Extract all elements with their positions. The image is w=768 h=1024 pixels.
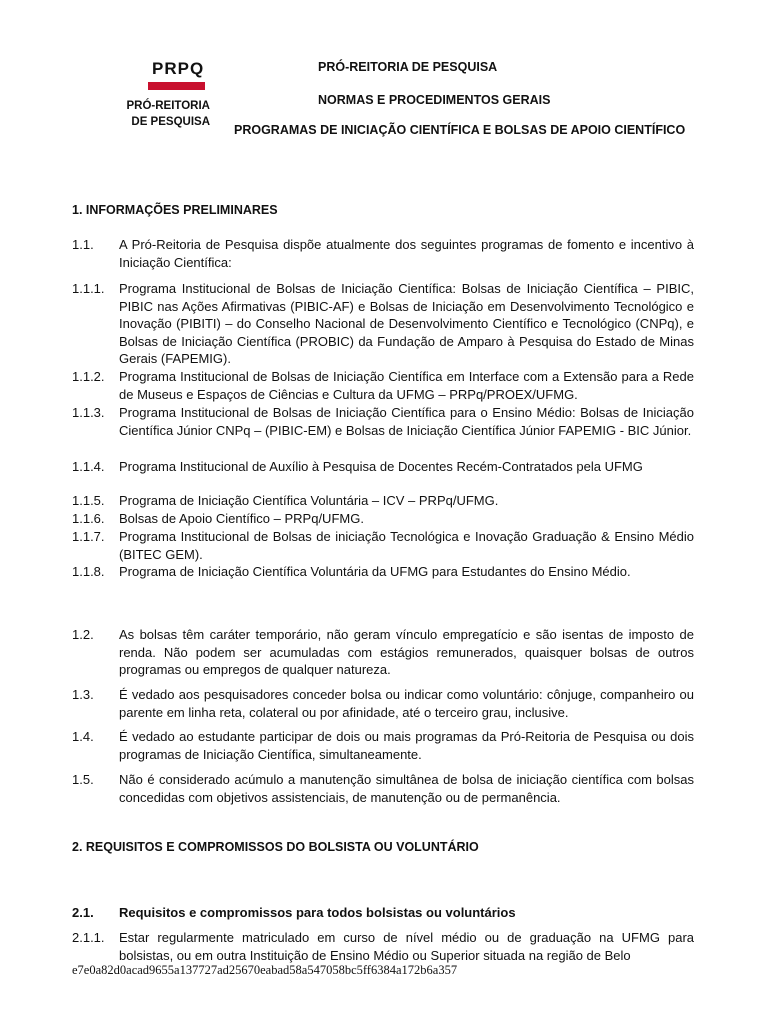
paragraph-1-1: [72, 236, 694, 271]
list-item-text: Programa Institucional de Bolsas de iniciação Tecnológica e Inovação Graduação & Ensino Médio (BITEC GEM).: [119, 529, 694, 562]
paragraph-2-1-1: [72, 929, 694, 964]
paragraph-1-4: [72, 728, 694, 763]
list-item-text: Programa de Iniciação Científica Voluntária – ICV – PRPq/UFMG.: [119, 493, 499, 508]
paragraph-number: 2.1.1.: [72, 930, 105, 945]
list-item-number: 1.1.3.: [72, 405, 105, 420]
paragraph-1-3: [72, 686, 694, 721]
subsection-number: 2.1.: [72, 905, 94, 920]
paragraph-number: 1.1.: [72, 237, 94, 252]
list-item-number: 1.1.1.: [72, 281, 105, 296]
header-line-1: PRÓ-REITORIA DE PESQUISA: [318, 60, 498, 74]
paragraph-text: As bolsas têm caráter temporário, não geram vínculo empregatício e são isentas de imposto de renda. Não podem ser acumuladas com estágios remunerados, quaisquer bolsas de outros programas ou empregos de qualquer natureza.: [119, 627, 694, 678]
paragraph-text: Não é considerado acúmulo a manutenção simultânea de bolsa de iniciação científica com bolsas concedidas com objetivos assistenciais, de manutenção ou de permanência.: [119, 772, 694, 805]
header-line-2: NORMAS E PROCEDIMENTOS GERAIS: [318, 93, 551, 107]
logo-subtitle-line2: DE PESQUISA: [131, 116, 210, 128]
header-line-3: PROGRAMAS DE INICIAÇÃO CIENTÍFICA E BOLSAS DE APOIO CIENTÍFICO: [234, 123, 686, 137]
paragraph-1-2: [72, 626, 694, 679]
section-1-title: 1. INFORMAÇÕES PRELIMINARES: [72, 203, 278, 217]
list-item: [72, 404, 694, 439]
list-item-number: 1.1.2.: [72, 369, 105, 384]
section-2-title: 2. REQUISITOS E COMPROMISSOS DO BOLSISTA OU VOLUNTÁRIO: [72, 840, 479, 854]
paragraph-text: A Pró-Reitoria de Pesquisa dispõe atualmente dos seguintes programas de fomento e incentivo à Iniciação Científica:: [119, 237, 694, 270]
logo-subtitle: [120, 98, 210, 130]
logo-mark: PRPQ: [152, 59, 205, 78]
list-item: [72, 510, 694, 528]
list-item-text: Programa de Iniciação Científica Voluntária da UFMG para Estudantes do Ensino Médio.: [119, 564, 631, 579]
paragraph-1-5: [72, 771, 694, 806]
list-item: [72, 563, 694, 581]
paragraph-number: 1.5.: [72, 772, 94, 787]
paragraph-text: Estar regularmente matriculado em curso de nível médio ou de graduação na UFMG para bolsistas, ou em outra Instituição de Ensino Médio ou Superior situada na região de Belo: [119, 930, 694, 963]
list-item-text: Programa Institucional de Bolsas de Iniciação Científica para o Ensino Médio: Bolsas de Iniciação Científica Júnior CNPq – (PIBIC-EM) e Bolsas de Iniciação Científica Júnior FAPEMIG - BIC Júnior.: [119, 405, 694, 438]
list-item-text: Programa Institucional de Bolsas de Iniciação Científica: Bolsas de Iniciação Científica – PIBIC, PIBIC nas Ações Afirmativas (PIBIC-AF) e Bolsas de Iniciação em Desenvolvimento Tecnológico e Inovação (PIBITI) – do Conselho Nacional de Desenvolvimento Científico e Tecnológico (CNPq), e Bolsas de Iniciação Científica (PROBIC) da Fundação de Amparo à Pesquisa do Estado de Minas Gerais (FAPEMIG).: [119, 281, 694, 367]
logo-red-bar: [148, 82, 205, 90]
list-item-number: 1.1.8.: [72, 564, 105, 579]
list-item: [72, 458, 694, 476]
list-item-text: Programa Institucional de Auxílio à Pesquisa de Docentes Recém-Contratados pela UFMG: [119, 459, 643, 474]
list-item: [72, 368, 694, 403]
list-item-number: 1.1.6.: [72, 511, 105, 526]
paragraph-number: 1.2.: [72, 627, 94, 642]
list-item-text: Bolsas de Apoio Científico – PRPq/UFMG.: [119, 511, 364, 526]
subsection-2-1: [72, 904, 694, 922]
list-item-number: 1.1.7.: [72, 529, 105, 544]
list-item: [72, 528, 694, 563]
paragraph-number: 1.4.: [72, 729, 94, 744]
list-item: [72, 492, 694, 510]
list-item: [72, 280, 694, 368]
logo-subtitle-line1: PRÓ-REITORIA: [126, 100, 210, 112]
document-id: e7e0a82d0acad9655a137727ad25670eabad58a547058bc5ff6384a172b6a357: [72, 963, 458, 977]
list-item-number: 1.1.4.: [72, 459, 105, 474]
list-item-text: Programa Institucional de Bolsas de Iniciação Científica em Interface com a Extensão para a Rede de Museus e Espaços de Ciências e Cultura da UFMG – PRPq/PROEX/UFMG.: [119, 369, 694, 402]
list-item-number: 1.1.5.: [72, 493, 105, 508]
paragraph-text: É vedado aos pesquisadores conceder bolsa ou indicar como voluntário: cônjuge, companheiro ou parente em linha reta, colateral ou por afinidade, até o terceiro grau, inclusive.: [119, 687, 694, 720]
paragraph-number: 1.3.: [72, 687, 94, 702]
paragraph-text: É vedado ao estudante participar de dois ou mais programas da Pró-Reitoria de Pesquisa ou dois programas de Iniciação Científica, simultaneamente.: [119, 729, 694, 762]
subsection-title: Requisitos e compromissos para todos bolsistas ou voluntários: [119, 905, 516, 920]
